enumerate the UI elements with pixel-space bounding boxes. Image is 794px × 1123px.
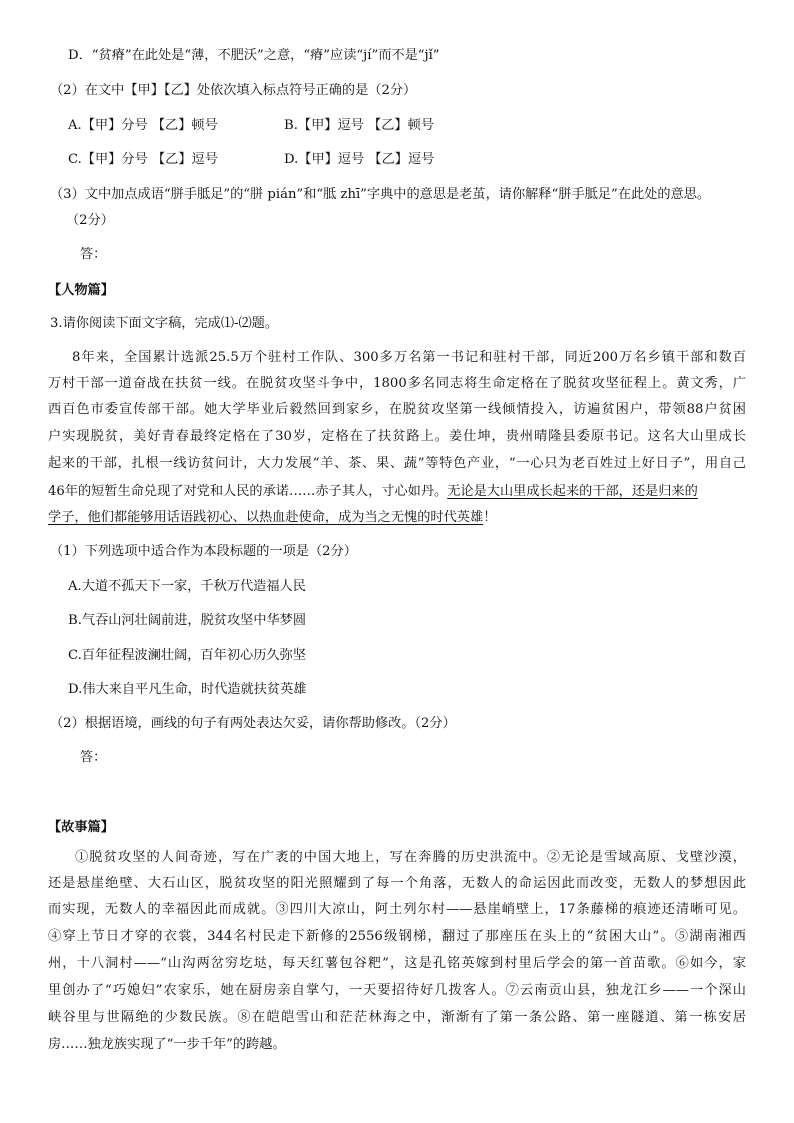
paragraph-line: 里创办了“巧媳妇”农家乐，她在厨房亲自掌勺，一天要招待好几拨客人。⑦云南贡山县，独龙江乡——一个深山: [48, 983, 746, 998]
paragraph-line: [48, 482, 698, 502]
q1-option-b: B.气吞山河壮阔前进，脱贫攻坚中华梦圆: [68, 613, 307, 628]
paragraph-line: ④穿上节日才穿的衣裳，344名村民走下新修的2556级钢梯，翻过了那座压在头上的“贫困大山”。⑤湖南湘西: [48, 929, 746, 944]
question-1-stem: （1）下列选项中适合作为本段标题的一项是（2分）: [50, 544, 357, 559]
paragraph-line: 万村干部一道奋战在扶贫一线。在脱贫攻坚斗争中，1800多名同志将生命定格在了脱贫攻坚征程上。黄文秀，广: [48, 376, 746, 391]
paragraph-line: 8年来，全国累计选派25.5万个驻村工作队、300多万名第一书记和驻村干部，同近200万名乡镇干部和数百: [72, 350, 746, 365]
question-2-stem: （2）在文中【甲】【乙】处依次填入标点符号正确的是（2分）: [50, 83, 417, 98]
paragraph-text: 46年的短暂生命兑现了对党和人民的承诺……赤子其人，寸心如丹。: [48, 484, 448, 499]
paragraph-line: 而实现，无数人的幸福因此而成就。③四川大凉山，阿土列尔村——悬崖峭壁上，17条藤梯的痕迹还清晰可见。: [48, 902, 746, 917]
paragraph-line: 西百色市委宣传部干部。她大学毕业后毅然回到家乡，在脱贫攻坚第一线倾情投入，访遍贫困户，带领88户贫困: [48, 402, 746, 417]
paragraph-line: [48, 508, 496, 528]
option-d: D．“贫瘠”在此处是“薄，不肥沃”之意，“瘠”应读“jí”而不是“jǐ”: [68, 48, 440, 63]
paragraph-text: ！: [483, 510, 497, 525]
q2-option-c: C.【甲】分号 【乙】逗号: [68, 152, 218, 167]
question-3-stem: （3）文中加点成语“胼手胝足”的“胼 pián”和“胝 zhī”字典中的意思是老茧，请你解释“胼手胝足”在此处的意思。: [50, 187, 711, 202]
paragraph-line: 起来的干部，扎根一线访贫问计，大力发展“羊、茶、果、蔬”等特色产业，“一心只为老百姓过上好日子”，用自己: [48, 456, 746, 471]
answer-label: 答：: [80, 247, 107, 262]
q1-option-c: C.百年征程波澜壮阔，百年初心历久弥坚: [68, 648, 306, 663]
paragraph-line: 峡谷里与世隔绝的少数民族。⑧在皑皑雪山和茫茫林海之中，渐渐有了第一条公路、第一座隧道、第一栋安居: [48, 1010, 746, 1025]
question-3-score: （2分）: [66, 213, 114, 228]
underlined-sentence: 无论是大山里成长起来的干部，还是归来的: [447, 484, 698, 499]
paragraph-line: 户实现脱贫，美好青春最终定格在了30岁，定格在了扶贫路上。姜仕坤，贵州晴隆县委原书记。这名大山里成长: [48, 429, 746, 444]
q1-option-a: A.大道不孤天下一家，千秋万代造福人民: [68, 579, 306, 594]
underlined-sentence: 学子，他们都能够用话语践初心、以热血赴使命，成为当之无愧的时代英雄: [48, 510, 484, 525]
paragraph-line: 房……独龙族实现了“一步千年”的跨越。: [48, 1037, 286, 1052]
section-heading-people: 【人物篇】: [48, 283, 114, 298]
q2-option-b: B.【甲】逗号 【乙】顿号: [284, 118, 434, 133]
paragraph-line: 州，十八洞村——“山沟两岔穷圪垯，每天红薯包谷粑”，这是孔铭英嫁到村里后学会的第一首苗歌。⑥如今，家: [48, 956, 746, 971]
q2-option-d: D.【甲】逗号 【乙】逗号: [284, 152, 435, 167]
paragraph-line: 还是悬崖绝壁、大石山区，脱贫攻坚的阳光照耀到了每一个角落，无数人的命运因此而改变，无数人的梦想因此: [48, 876, 746, 891]
q1-option-d: D.伟大来自平凡生命，时代造就扶贫英雄: [68, 682, 307, 697]
reading-instruction: 3.请你阅读下面文字稿，完成⑴-⑵题。: [50, 316, 279, 331]
answer-label: 答：: [80, 750, 107, 765]
paragraph-line: ①脱贫攻坚的人间奇迹，写在广袤的中国大地上，写在奔腾的历史洪流中。②无论是雪域高原、戈壁沙漠，: [75, 850, 746, 865]
q2-option-a: A.【甲】分号 【乙】顿号: [68, 118, 218, 133]
question-2-stem: （2）根据语境，画线的句子有两处表达欠妥，请你帮助修改。（2分）: [50, 716, 456, 731]
section-heading-story: 【故事篇】: [48, 820, 114, 835]
